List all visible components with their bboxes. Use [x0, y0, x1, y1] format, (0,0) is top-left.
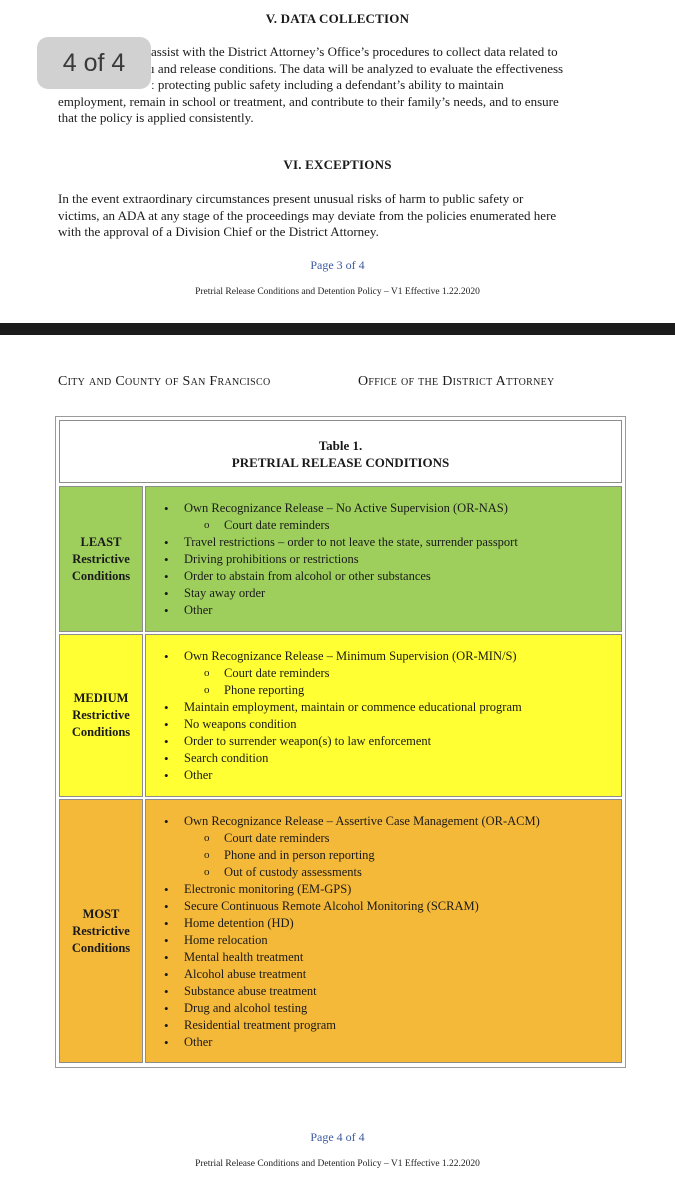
most-conditions-list — [146, 813, 621, 1051]
row-label-line: Conditions — [71, 568, 131, 583]
list-item: o Court date reminders — [146, 517, 621, 534]
page-number-3: Page 3 of 4 — [310, 258, 365, 272]
list-item: • Own Recognizance Release – No Active Supervision (OR-NAS) — [146, 500, 621, 517]
paragraph-line: that the policy is applied consistently. — [58, 110, 254, 125]
list-item: • Order to abstain from alcohol or other substances — [146, 568, 621, 585]
list-item: • Home relocation — [146, 932, 621, 949]
list-item: • Driving prohibitions or restrictions — [146, 551, 621, 568]
document-page-4 — [0, 335, 675, 1200]
page-footer-3: Pretrial Release Conditions and Detention Policy – V1 Effective 1.22.2020 — [195, 287, 480, 297]
exceptions-paragraph — [58, 191, 623, 241]
paragraph-line: assist with the District Attorney’s Office’s procedures to collect data related to — [151, 44, 558, 59]
row-label-line: Conditions — [71, 725, 131, 739]
list-item: • Other — [146, 1034, 621, 1051]
list-item: • Stay away order — [146, 585, 621, 602]
list-item: • Other — [146, 767, 621, 784]
paragraph-line: In the event extraordinary circumstances present unusual risks of harm to public safety or — [58, 191, 524, 206]
row-label-line: LEAST — [80, 534, 122, 549]
most-restrictive-label-cell — [59, 799, 143, 1063]
page-footer-4: Pretrial Release Conditions and Detention Policy – V1 Effective 1.22.2020 — [195, 1159, 480, 1169]
least-restrictive-label-cell — [59, 486, 143, 632]
list-item: • Drug and alcohol testing — [146, 1000, 621, 1017]
medium-restrictive-conditions-cell — [145, 634, 622, 797]
list-item: • Home detention (HD) — [146, 915, 621, 932]
list-item: • Other — [146, 602, 621, 619]
row-label-line: Restrictive — [72, 551, 130, 566]
paragraph-line: ı and release conditions. The data will be analyzed to evaluate the effectiveness — [151, 60, 564, 76]
list-item: • Alcohol abuse treatment — [146, 966, 621, 983]
row-label-line: MOST — [82, 906, 120, 921]
medium-conditions-list — [146, 648, 621, 784]
row-label-line: Restrictive — [72, 923, 130, 938]
page-counter-overlay: 4 of 4 — [37, 37, 151, 89]
list-item: • Substance abuse treatment — [146, 983, 621, 1000]
paragraph-line: employment, remain in school or treatment, and contribute to their family’s needs, and to ensure — [58, 93, 559, 109]
medium-restrictive-label-cell — [59, 634, 143, 797]
list-item: • Search condition — [146, 750, 621, 767]
row-label-line: MEDIUM — [73, 691, 129, 705]
least-conditions-list — [146, 500, 621, 619]
table-title-cell — [59, 420, 622, 483]
page-separator — [0, 323, 675, 335]
paragraph-line: victims, an ADA at any stage of the proceedings may deviate from the policies enumerated here — [58, 207, 557, 223]
pretrial-conditions-table — [55, 416, 626, 1068]
list-item: • Travel restrictions – order to not leave the state, surrender passport — [146, 534, 621, 551]
list-item: • Own Recognizance Release – Minimum Supervision (OR-MIN/S) — [146, 648, 621, 665]
row-label-line: Restrictive — [72, 708, 130, 722]
section-heading-data-collection: V. DATA COLLECTION — [265, 11, 410, 26]
org-name-left: City and County of San Francisco — [58, 374, 271, 389]
list-item: • No weapons condition — [146, 716, 621, 733]
list-item: • Residential treatment program — [146, 1017, 621, 1034]
row-label-line: Conditions — [71, 940, 131, 955]
list-item: • Mental health treatment — [146, 949, 621, 966]
most-restrictive-conditions-cell — [145, 799, 622, 1063]
list-item: • Electronic monitoring (EM-GPS) — [146, 881, 621, 898]
list-item: o Court date reminders — [146, 665, 621, 682]
page-number-4: Page 4 of 4 — [310, 1130, 365, 1144]
list-item: • Own Recognizance Release – Assertive Case Management (OR-ACM) — [146, 813, 621, 830]
table-title-line1: Table 1. — [318, 438, 363, 453]
list-item: • Order to surrender weapon(s) to law enforcement — [146, 733, 621, 750]
list-item: • Maintain employment, maintain or commence educational program — [146, 699, 621, 716]
list-item: • Secure Continuous Remote Alcohol Monitoring (SCRAM) — [146, 898, 621, 915]
list-item: o Court date reminders — [146, 830, 621, 847]
table-title-line2: PRETRIAL RELEASE CONDITIONS — [231, 455, 450, 470]
list-item: o Phone and in person reporting — [146, 847, 621, 864]
org-name-right: Office of the District Attorney — [358, 374, 555, 389]
section-heading-exceptions: VI. EXCEPTIONS — [283, 157, 392, 172]
list-item: o Phone reporting — [146, 682, 621, 699]
least-restrictive-conditions-cell — [145, 486, 622, 632]
paragraph-line: ː protecting public safety including a defendant’s ability to maintain — [151, 77, 504, 92]
paragraph-line: with the approval of a Division Chief or the District Attorney. — [58, 224, 379, 239]
list-item: o Out of custody assessments — [146, 864, 621, 881]
